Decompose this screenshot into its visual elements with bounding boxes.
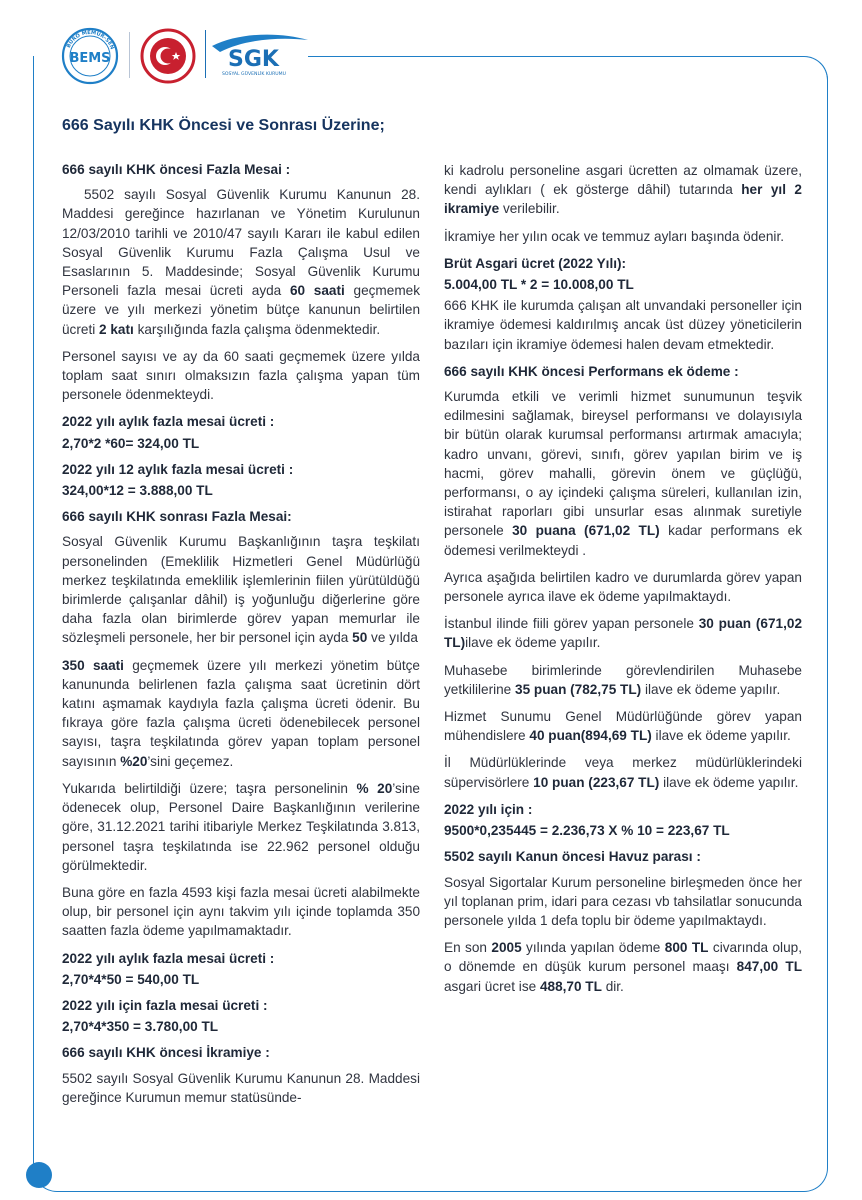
- paragraph: Sosyal Güvenlik Kurumu Başkanlığının taşra teşkilatı personelinden (Emeklilik Hizmetleri Genel Müdürlüğü merkez teşkilatında emeklilik işlemlerinin fiilen yürütüldüğü birimlerde çalışanlar dâhil) iş yoğunluğu diğerlerine göre daha fazla olan birimlerde görev yapan memurlar ile sözleşmeli personele, her bir personel için ayda 50 ve yılda: [62, 534, 420, 646]
- calc-value: 324,00*12 = 3.888,00 TL: [62, 483, 213, 499]
- section-heading: 666 sayılı KHK sonrası Fazla Mesai:: [62, 509, 292, 525]
- calc-value: 2,70*4*50 = 540,00 TL: [62, 971, 200, 987]
- paragraph: 5502 sayılı Sosyal Güvenlik Kurumu Kanunun 28. Maddesi gereğince Kurumun memur statüsünde-: [62, 1070, 420, 1105]
- logo-memur-text: BEMS: [69, 51, 111, 66]
- paragraph: İstanbul ilinde fiili görev yapan personele 30 puan (671,02 TL)ilave ek ödeme yapılır.: [444, 616, 802, 651]
- calc-label: 2022 yılı 12 aylık fazla mesai ücreti :: [62, 461, 294, 477]
- paragraph: 666 KHK ile kurumda çalışan alt unvandaki personeller için ikramiye ödemesi kaldırılmış ancak üst düzey yöneticilerin bazıları için ikramiye ödemesi halen devam etmektedir.: [444, 298, 802, 352]
- calc-value: 9500*0,235445 = 2.236,73 X % 10 = 223,67 TL: [444, 823, 730, 839]
- paragraph: Sosyal Sigortalar Kurum personeline birleşmeden önce her yıl toplanan prim, idari para cezası vb tahsilatlar sonucunda personele yılda 1 defa toplu bir ödeme yapılmaktaydı.: [444, 874, 802, 928]
- paragraph: Ayrıca aşağıda belirtilen kadro ve durumlarda görev yapan personele ayrıca ilave ek ödeme yapılmaktaydı.: [444, 569, 802, 605]
- right-column: [444, 161, 802, 1004]
- section-heading: 666 sayılı KHK öncesi Fazla Mesai :: [62, 162, 291, 177]
- paragraph: ki kadrolu personeline asgari ücretten az olmamak üzere, kendi aylıkları ( ek gösterge dâhil) tutarında her yıl 2 ikramiye verilebilir.: [444, 163, 802, 217]
- paragraph: İkramiye her yılın ocak ve temmuz ayları başında ödenir.: [444, 228, 784, 244]
- calc-label: 2022 yılı aylık fazla mesai ücreti :: [62, 950, 275, 966]
- calc-label: 2022 yılı için :: [444, 801, 533, 817]
- calc-label: 2022 yılı için fazla mesai ücreti :: [62, 997, 268, 1013]
- paragraph: 5502 sayılı Sosyal Güvenlik Kurumu Kanunun 28. Maddesi gereğince hazırlanan ve Yönetim Kurulunun 12/03/2010 tarihli ve 2010/47 sayılı Kararı ile kabul edilen Sosyal Güvenlik Kurumu Fazla Çalışma Usul ve Esaslarının 5. Maddesinde; Sosyal Güvenlik Kurumu Personeli fazla mesai ücreti ayda 60 saati geçmemek üzere ve yılı merkezi yönetim bütçe kanunun belirtilen ücreti 2 katı karşılığında fazla çalışma ödenmektedir.: [62, 187, 420, 337]
- paragraph: Personel sayısı ve ay da 60 saati geçmemek üzere yılda toplam saat sınırı olmaksızın fazla çalışma yapan tüm personele ödenmekteydi.: [62, 348, 420, 403]
- paragraph: Muhasebe birimlerinde görevlendirilen Muhasebe yetkililerine 35 puan (782,75 TL) ilave ek ödeme yapılır.: [444, 662, 802, 697]
- calc-label: 2022 yılı aylık fazla mesai ücreti :: [62, 414, 275, 430]
- paragraph: Yukarıda belirtildiği üzere; taşra personelinin % 20’sine ödenecek olup, Personel Daire Başkanlığının verilerine göre, 31.12.2021 tarihi itibariyle Merkez Teşkilatında 3.813, personel taşra teşkilatında ise 22.962 personel olduğu görülmektedir.: [62, 780, 420, 873]
- calc-value: 2,70*4*350 = 3.780,00 TL: [62, 1019, 219, 1035]
- paragraph: Hizmet Sunumu Genel Müdürlüğünde görev yapan mühendislere 40 puan(894,69 TL) ilave ek ödeme yapılır.: [444, 709, 802, 744]
- page-frame-top: [308, 56, 828, 80]
- calc-value: 2,70*2 *60= 324,00 TL: [62, 435, 200, 451]
- page-corner-dot: [26, 1162, 52, 1188]
- left-column: [62, 160, 420, 1115]
- calc-value: 5.004,00 TL * 2 = 10.008,00 TL: [444, 277, 634, 293]
- section-heading: 666 sayılı KHK öncesi İkramiye :: [62, 1045, 270, 1061]
- paragraph: Kurumda etkili ve verimli hizmet sunumunun teşvik edilmesini sağlamak, bireysel performansı ve dolayısıyla bir bütün olarak kurumsal performansı artırmak amacıyla; kadro unvanı, görevi, sınıfı, görev yapılan birim ve iş hacmi, görev mahalli, görevin önem ve güçlüğü, performansı, o ay içindeki çalışma süreleri, kullanılan izin, istirahat raporları gibi unsurlar esas alınmak suretiyle personele 30 puana (671,02 TL) kadar performans ek ödemesi verilmekteydi .: [444, 389, 802, 558]
- section-heading: 5502 sayılı Kanun öncesi Havuz parası :: [444, 849, 701, 865]
- paragraph: İl Müdürlüklerinde veya merkez müdürlüklerindeki süpervisörlere 10 puan (223,67 TL) ilave ek ödeme yapılır.: [444, 755, 802, 790]
- section-heading: 666 sayılı KHK öncesi Performans ek ödeme :: [444, 363, 739, 379]
- paragraph: 350 saati geçmemek üzere yılı merkezi yönetim bütçe kanununda belirlenen fazla çalışma saat ücretinin dört katını aşmamak kaydıyla fazla çalışma ücreti ödenir. Bu fıkraya göre fazla çalışma ücreti ödenebilecek personel sayısı, taşra teşkilatında görev yapan toplam personel sayısının %20’sini geçemez.: [62, 657, 420, 769]
- logo-ring-text: BÜRO MEMUR-SEN: [65, 29, 115, 51]
- sgk-logo-subtext: SOSYAL GÜVENLİK KURUMU: [222, 72, 286, 77]
- sgk-logo-text: SGK: [228, 47, 279, 72]
- calc-label: Brüt Asgari ücret (2022 Yılı):: [444, 255, 627, 271]
- document-title: 666 Sayılı KHK Öncesi ve Sonrası Üzerine;: [62, 117, 385, 134]
- paragraph: Buna göre en fazla 4593 kişi fazla mesai ücreti alabilmekte olup, bir personel için aynı takvim yılı içinde toplamda 350 saatten fazla ödeme yapılmamaktadır.: [62, 884, 420, 939]
- paragraph: En son 2005 yılında yapılan ödeme 800 TL civarında olup, o dönemde en düşük kurum personel maaşı 847,00 TL asgari ücret ise 488,70 TL dir.: [444, 940, 802, 994]
